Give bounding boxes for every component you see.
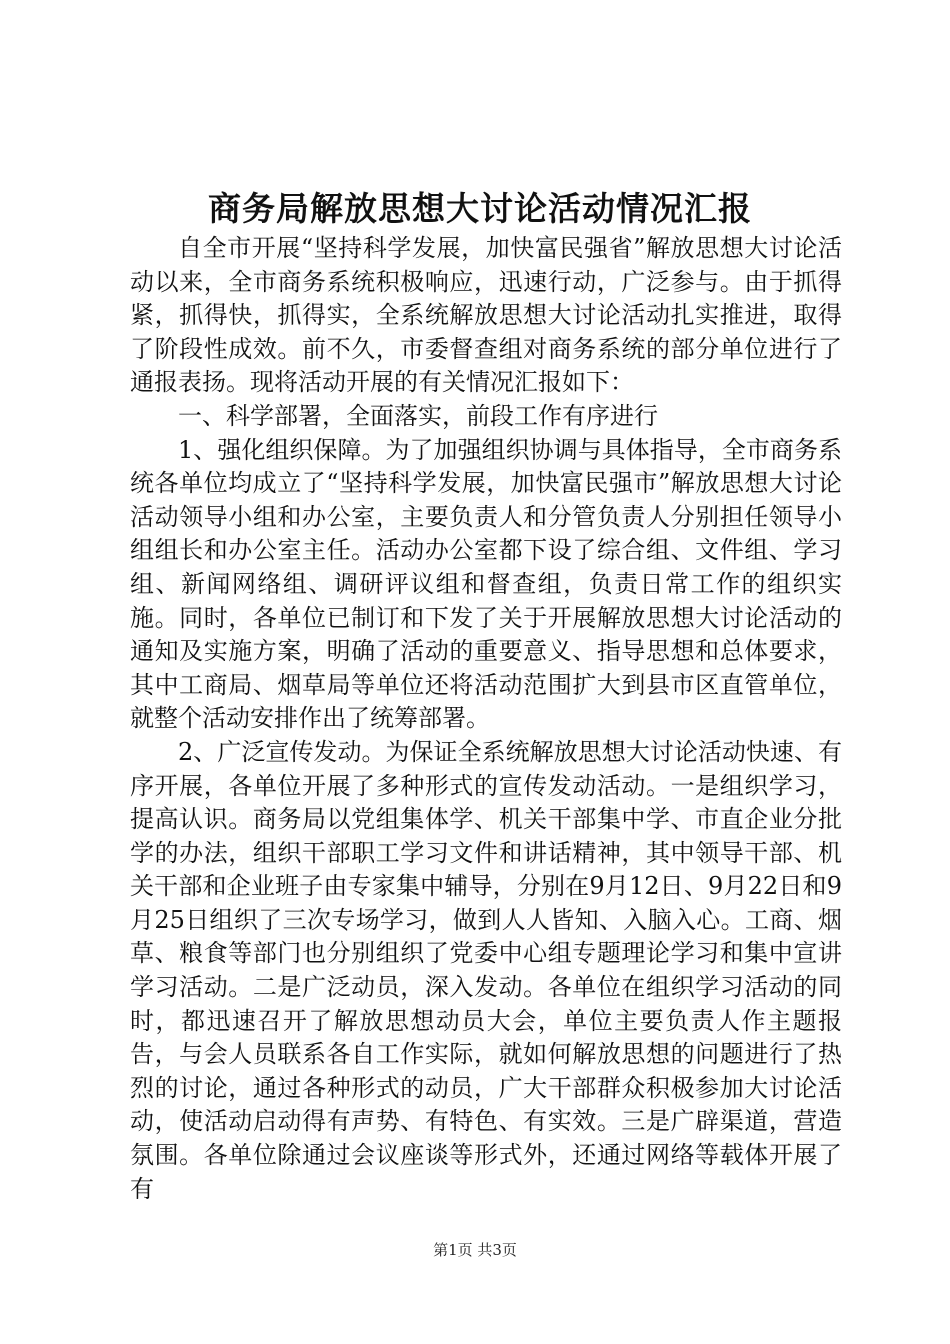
body-paragraph: 1、强化组织保障。为了加强组织协调与具体指导，全市商务系统各单位均成立了“坚持科学发展，加快富民强市”解放思想大讨论活动领导小组和办公室，主要负责人和分管负责人分别担任领导小组组长和办公室主任。活动办公室都下设了综合组、文件组、学习组、新闻网络组、调研评议组和督查组，负责日常工作的组织实施。同时，各单位已制订和下发了关于开展解放思想大讨论活动的通知及实施方案，明确了活动的重要意义、指导思想和总体要求，其中工商局、烟草局等单位还将活动范围扩大到县市区直管单位，就整个活动安排作出了统筹部署。 [130, 435, 842, 733]
document-title: 商务局解放思想大讨论活动情况汇报 [208, 189, 752, 228]
page-number-footer: 第1页 共3页 [433, 1241, 517, 1259]
body-paragraph: 2、广泛宣传发动。为保证全系统解放思想大讨论活动快速、有序开展，各单位开展了多种形式的宣传发动活动。一是组织学习，提高认识。商务局以党组集体学、机关干部集中学、市直企业分批学的办法，组织干部职工学习文件和讲话精神，其中领导干部、机关干部和企业班子由专家集中辅导，分别在9月12日、9月22日和9月25日组织了三次专场学习，做到人人皆知、入脑入心。工商、烟草、粮食等部门也分别组织了党委中心组专题理论学习和集中宣讲学习活动。二是广泛动员，深入发动。各单位在组织学习活动的同时，都迅速召开了解放思想动员大会，单位主要负责人作主题报告，与会人员联系各自工作实际，就如何解放思想的问题进行了热烈的讨论，通过各种形式的动员，广大干部群众积极参加大讨论活动，使活动启动得有声势、有特色、有实效。三是广辟渠道，营造氛围。各单位除通过会议座谈等形式外，还通过网络等载体开展了有 [130, 737, 842, 1203]
intro-paragraph: 自全市开展“坚持科学发展，加快富民强省”解放思想大讨论活动以来，全市商务系统积极响应，迅速行动，广泛参与。由于抓得紧，抓得快，抓得实，全系统解放思想大讨论活动扎实推进，取得了阶段性成效。前不久，市委督查组对商务系统的部分单位进行了通报表扬。现将活动开展的有关情况汇报如下： [130, 234, 842, 397]
section-heading: 一、科学部署，全面落实，前段工作有序进行 [178, 401, 658, 430]
document-body [130, 232, 842, 1206]
